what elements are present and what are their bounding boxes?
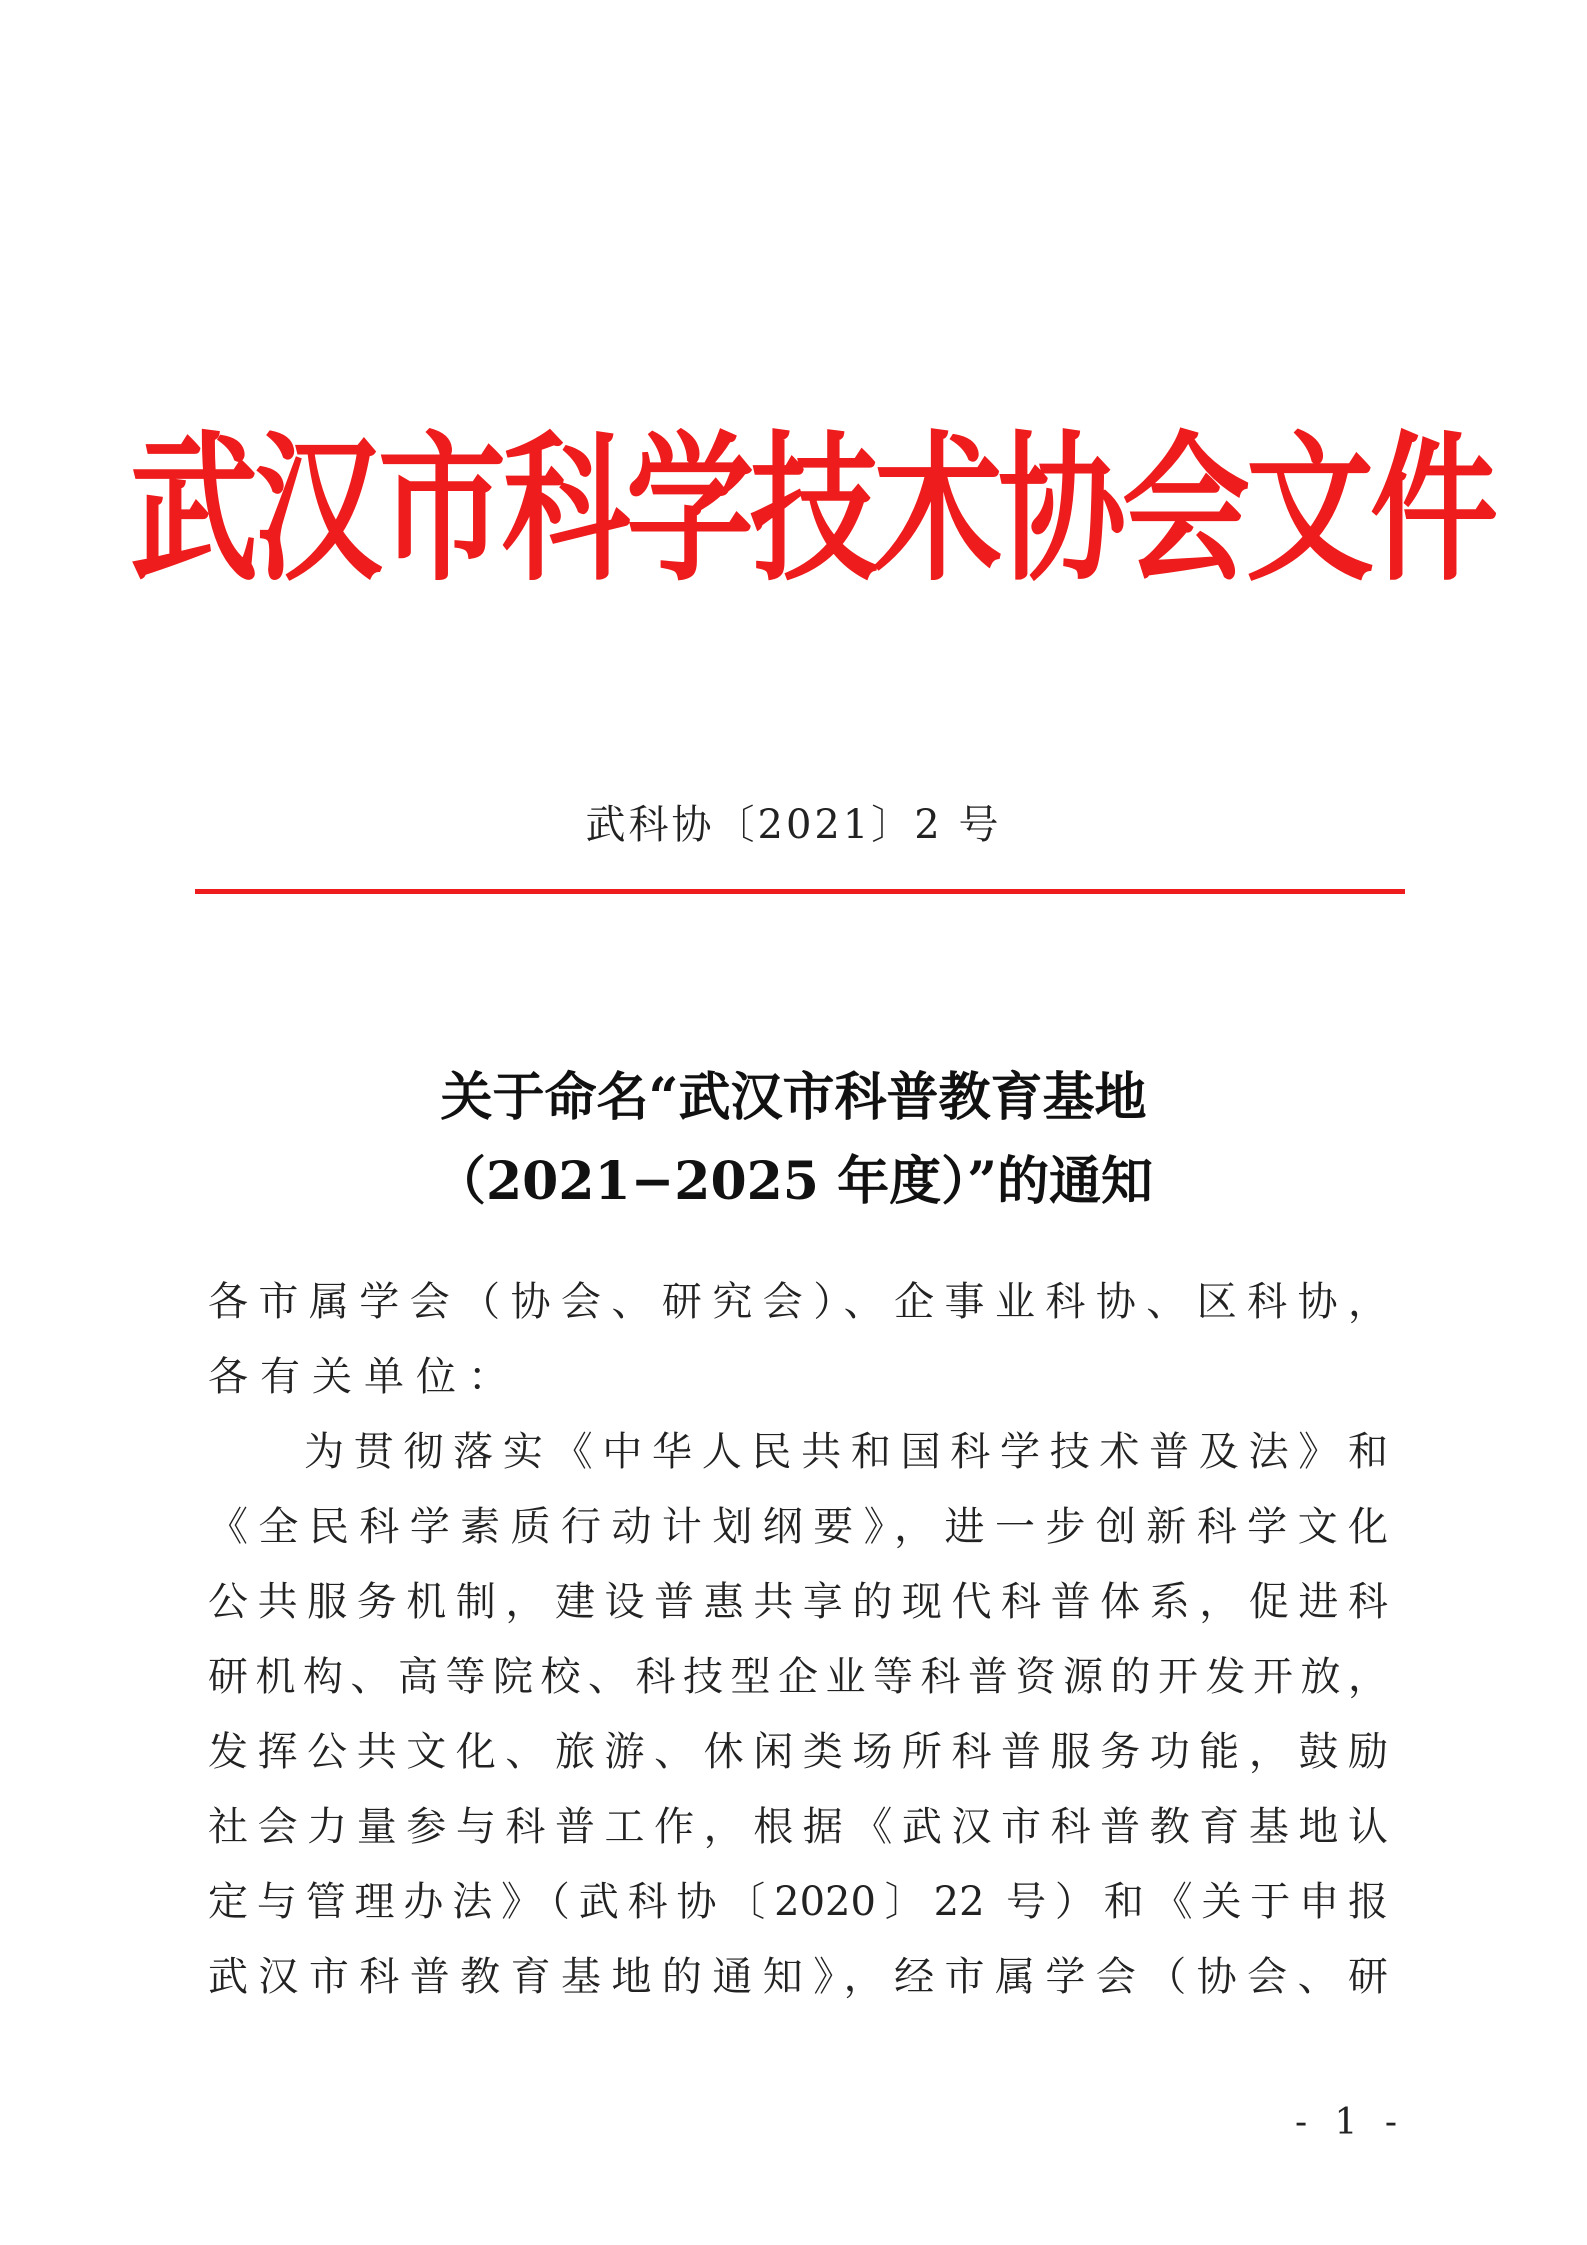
page-number: - 1 -: [1294, 2102, 1406, 2143]
notice-title-line-1: 关于命名“武汉市科普教育基地: [440, 1067, 1147, 1128]
paragraph-line: 公共服务机制，建设普惠共享的现代科普体系，促进科: [208, 1579, 1388, 1625]
paragraph-line: 发挥公共文化、旅游、休闲类场所科普服务功能，鼓励: [208, 1729, 1388, 1775]
paragraph-line: 《全民科学素质行动计划纲要》，进一步创新科学文化: [208, 1504, 1388, 1550]
notice-title-line-2: （2021−2025 年度）”的通知: [433, 1151, 1154, 1212]
paragraph-line: 社会力量参与科普工作，根据《武汉市科普教育基地认: [208, 1804, 1388, 1850]
paragraph-line: 研机构、高等院校、科技型企业等科普资源的开发开放，: [208, 1654, 1388, 1700]
paragraph-line: 武汉市科普教育基地的通知》，经市属学会（协会、研: [208, 1954, 1388, 2000]
document-number: 武科协〔2021〕2 号: [585, 802, 1002, 848]
paragraph-line: 为贯彻落实《中华人民共和国科学技术普及法》和: [304, 1429, 1388, 1475]
red-divider-line: [195, 889, 1405, 894]
addressee-line-1: 各市属学会（协会、研究会）、企事业科协、区科协，: [208, 1279, 1388, 1325]
masthead-title: 武汉市科学技术协会文件: [130, 417, 1495, 604]
paragraph-line: 定与管理办法》（武科协〔2020〕22 号）和《关于申报: [208, 1879, 1388, 1925]
addressee-line-2: 各有关单位：: [208, 1354, 520, 1400]
